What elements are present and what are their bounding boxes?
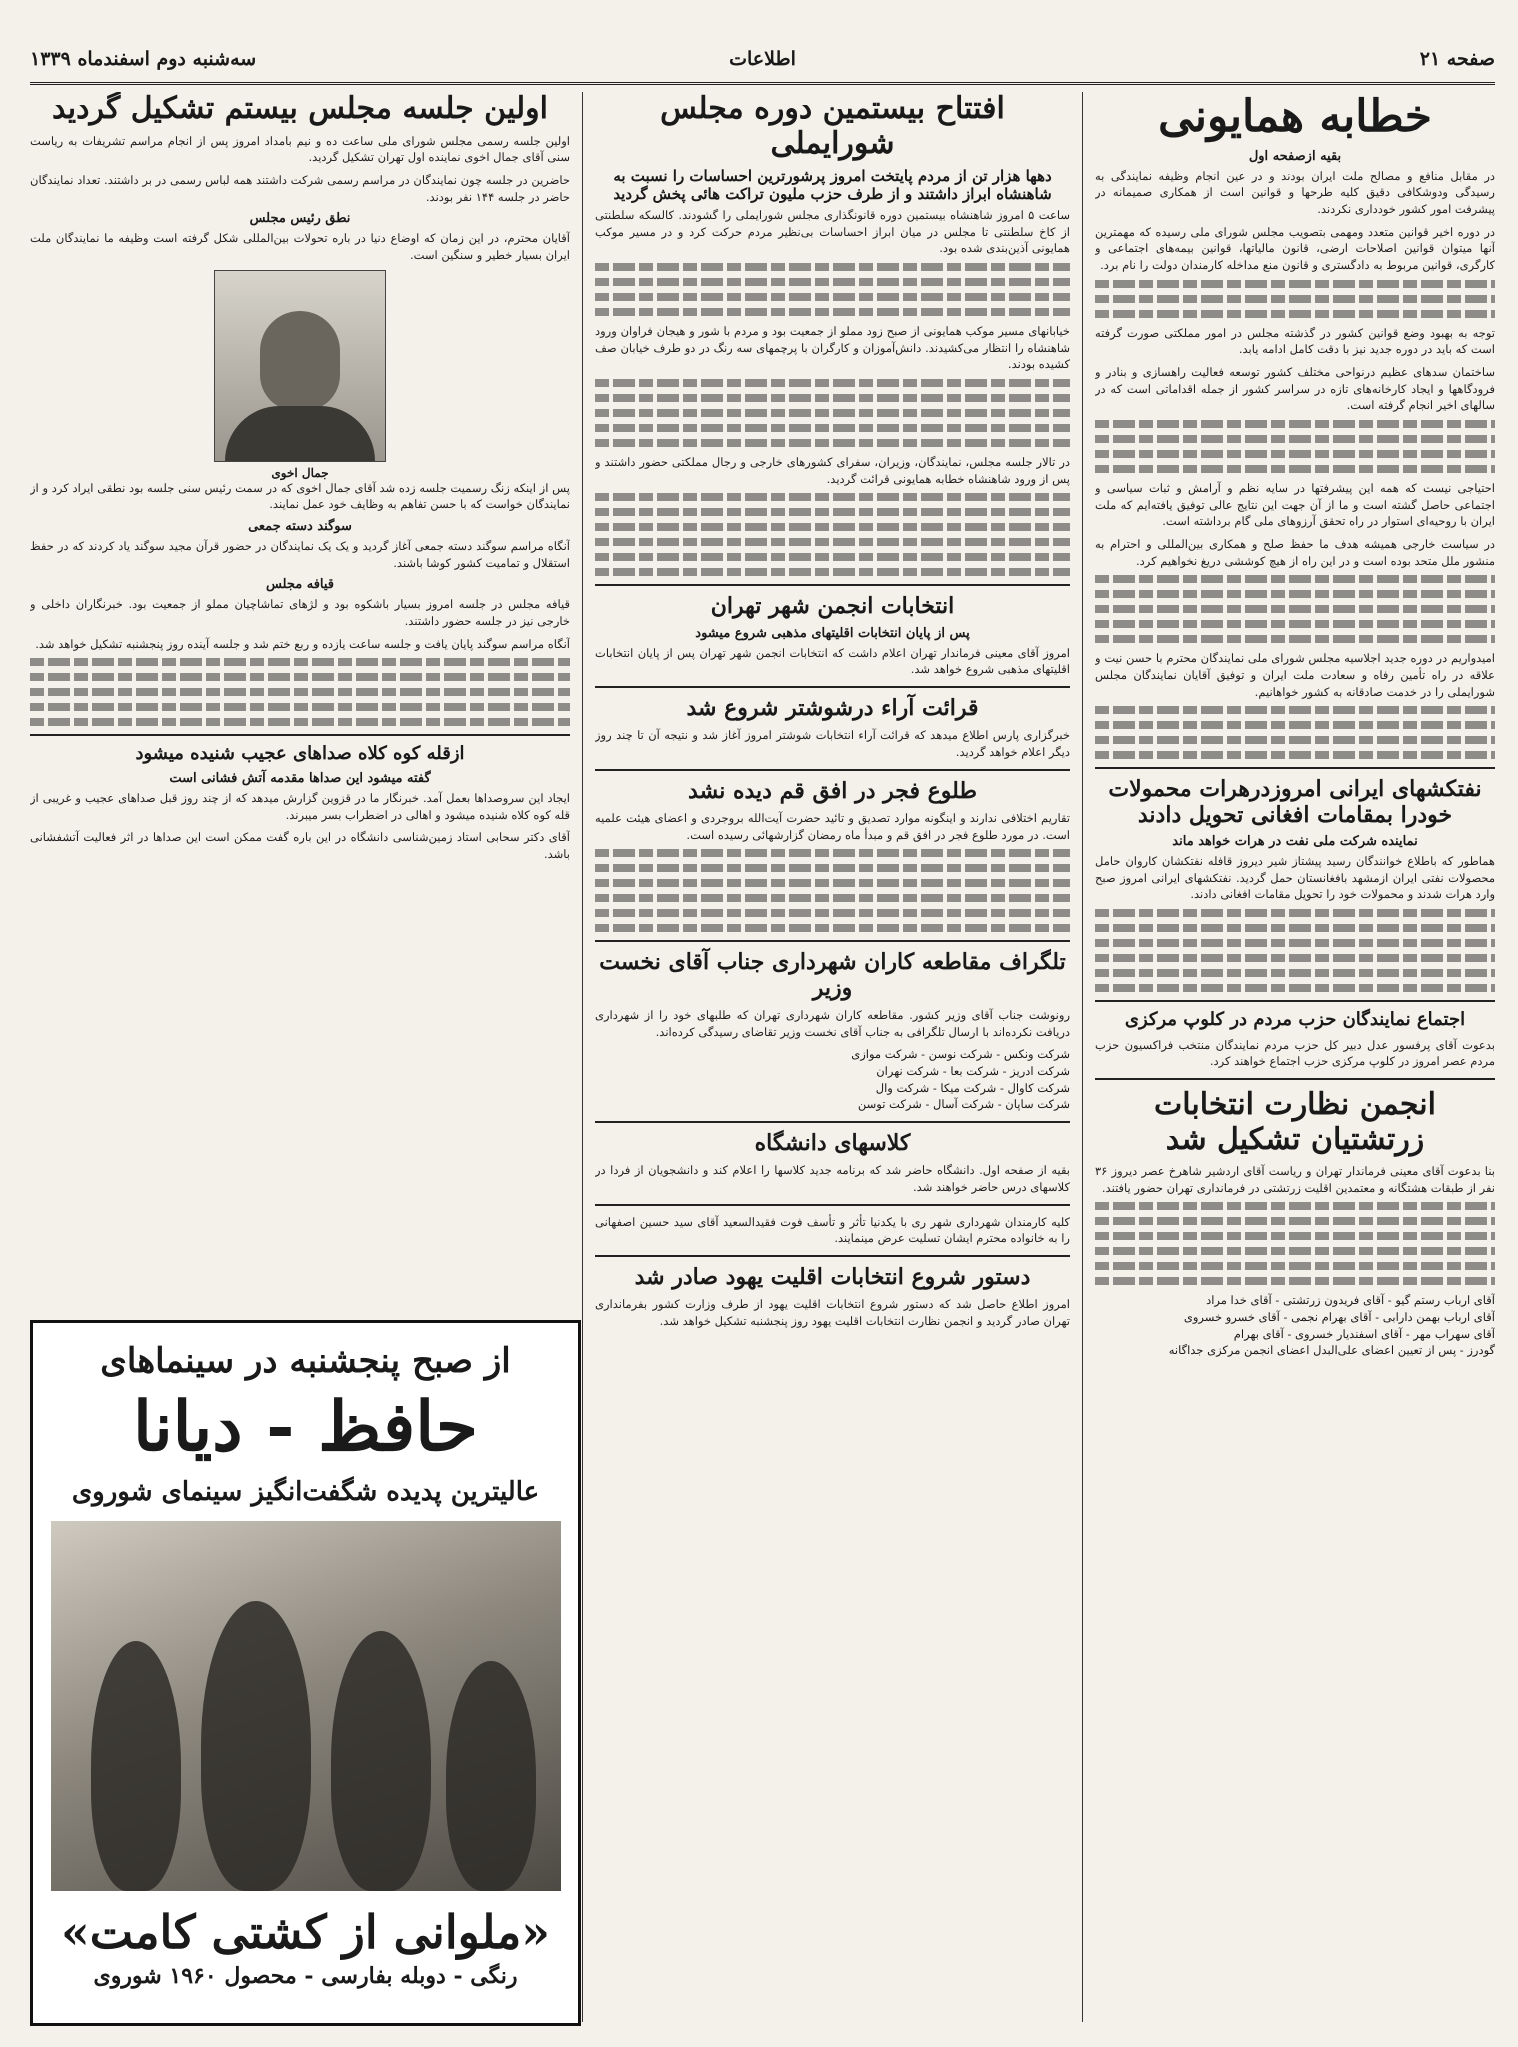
zoroastrian-members-list [1095,1292,1495,1359]
continued-note: بقیه ازصفحه اول [1248,148,1342,164]
text-lines [1095,706,1495,759]
royal-speech-para-6: در سیاست خارجی همیشه هدف ما حفظ صلح و همکاری بین‌المللی و احترام به منشور ملل متحد بوده است و در این راه از هیچ کوششی دریغ نخواهیم کرد. [1095,537,1495,568]
divider [595,940,1070,942]
divider [595,686,1070,688]
ad-cinema-names: حافظ - دیانا [133,1387,478,1467]
dawn-qom-title: طلوع فجر در افق قم دیده نشد [688,777,977,804]
figure-silhouette [201,1601,311,1891]
photo-caption: جمال اخوی [271,465,329,480]
oil-tankers-text: هماطور که باطلاع خوانندگان رسید پیشتاز شیر دیروز قافله نفتکشان کاروان حامل محصولات نفتی ایران ازمشهد بافغانستان حمل گردید. نفتکشهای ایرانی امروز صبح وارد هرات شدند و محمولات خود را تحویل مقامات افغانی دادند. [1095,853,1495,902]
list-item: شرکت ادریز - شرکت بعا - شرکت نهران [876,1063,1070,1078]
page-header [30,20,1495,85]
cinema-advertisement [30,1320,581,2026]
portrait-shoulders [225,406,375,461]
list-item: گودرز - پس از تعیین اعضای علی‌البدل اعضای انجمن مرکزی جداگانه [1168,1343,1495,1358]
ad-footer: رنگی - دوبله بفارسی - محصول ۱۹۶۰ شوروی [93,1963,518,1989]
text-lines [1095,280,1495,318]
condolence-text: کلیه کارمندان شهرداری شهر ری با یکدنیا تأثر و تأسف فوت فقیدالسعید آقای سید حسین اصفهانی را به خانواده محترم ایشان تسلیت عرض مینمایند. [595,1214,1070,1246]
text-lines [1095,575,1495,643]
divider [1095,1000,1495,1002]
parliament-opening-para-2: خیابانهای مسیر موکب همایونی از صبح زود مملو از جمعیت بود و مردم با شور و هیجان فراوان ورود شاهنشاه را انتظار می‌کشیدند. دانش‌آموزان و کارگران با پرچمهای سه رنگ در دو طرف خیابان صف کشیده بودند. [595,324,1070,372]
mountain-noise-text-2: آقای دکتر سحابی استاد زمین‌شناسی دانشگاه در این باره گفت ممکن است این صداها در اثر فعالیت آتشفشانی باشد. [30,830,570,861]
list-item: آقای سهراب مهر - آقای اسفندیار خسروی - آقای بهرام [1233,1326,1495,1341]
text-lines [30,658,570,726]
royal-speech-para-4: ساختمان سدهای عظیم درنواحی مختلف کشور توسعه فعالیت راهسازی و بنادر و فرودگاهها و ایجاد کارخانه‌های تازه در سراسر کشور از جمله اقداماتی است که در سالهای اخیر انجام گرفته است. [1095,364,1495,413]
zoroastrian-council-title: انجمن نظارت انتخابات زرتشتیان تشکیل شد [1154,1087,1436,1157]
portrait-face [260,311,340,411]
first-session-para-4: پس از اینکه زنگ رسمیت جلسه زده شد آقای جمال اخوی که در سمت رئیس سنی جلسه بود نطقی ایراد کرد و از نمایندگان خواست که با حسن تفاهم به وظایف خود عمل نمایند. [30,480,570,512]
royal-speech-title: خطابه همایونی [1158,92,1432,142]
city-council-subtitle: پس از پایان انتخابات اقلیتهای مذهبی شروع میشود [695,625,970,641]
list-item: آقای ارباب رستم گیو - آقای فریدون زرتشتی - آقای خدا مراد [1206,1293,1495,1308]
text-lines [1095,420,1495,473]
issue-date: سه‌شنبه دوم اسفندماه ۱۳۳۹ [30,48,257,70]
speaker-speech-heading: نطق رئیس مجلس [249,211,351,227]
contractors-telegram-title: تلگراف مقاطعه کاران شهرداری جناب آقای نخست وزیر [599,949,1066,1001]
text-lines [595,263,1070,316]
divider [595,769,1070,771]
text-lines [1095,909,1495,992]
first-session-title: اولین جلسه مجلس بیستم تشکیل گردید [52,92,548,126]
ad-film-title: «ملوانی از کشتی کامت» [61,1905,550,1959]
oil-tankers-title: نفتکشهای ایرانی امروزدرهرات محمولات خودرا بمقامات افغانی تحویل دادند [1108,776,1482,828]
film-still-image [51,1521,561,1891]
portrait-photo [214,270,386,462]
oath-heading: سوگند دسته جمعی [248,518,352,534]
divider [595,584,1070,586]
figure-silhouette [91,1641,181,1891]
city-council-text: امروز آقای معینی فرماندار تهران اعلام داشت که انتخابات انجمن شهر تهران پس از پایان انتخابات اقلیتهای مذهبی شروع خواهد شد. [595,645,1070,677]
shushtar-votes-text: خبرگزاری پارس اطلاع میدهد که قرائت آراء انتخابات شوشتر امروز آغاز شد و نتیجه آن تا چند روز دیگر اعلام خواهد گردید. [595,728,1070,759]
university-classes-text: بقیه از صفحه اول. دانشگاه حاضر شد که برنامه جدید کلاسها را اعلام کند و دانشجویان از فردا در کلاسهای درس حاضر خواهند شد. [595,1163,1070,1194]
city-council-title: انتخابات انجمن شهر تهران [710,593,955,620]
university-classes-title: کلاسهای دانشگاه [754,1129,911,1156]
royal-speech-para-7: امیدواریم در دوره جدید اجلاسیه مجلس شورای ملی نمایندگان محترم با حسن نیت و علاقه در راه تأمین رفاه و سعادت ملت ایران و توفیق آقایان نمایندگان مجلس شورایملی را در خدمت صادقانه به کشور خواهانیم. [1095,651,1495,699]
figure-silhouette [446,1661,536,1891]
jewish-election-text: امروز اطلاع حاصل شد که دستور شروع انتخابات اقلیت یهود از طرف وزارت کشور بفرمانداری تهران صادر گردید و انجمن نظارت انتخابات اقلیت یهود روز پنجشنبه تشکیل خواهد شد. [595,1297,1070,1328]
list-item: شرکت ونکس - شرکت نوسن - شرکت موازی [851,1047,1070,1062]
divider [595,1121,1070,1123]
royal-speech-para-5: احتیاجی نیست که همه این پیشرفتها در سایه نظم و آرامش و ثبات سیاسی و اجتماعی حاصل گشته است و ما از آن جهت این نتایج عالی توفیق یافته‌ایم که ملت ایران با روحیه‌ای استوار در راه تحقق آرزوهای ملی گام برداشته است. [1095,480,1495,529]
zoroastrian-council-text: بنا بدعوت آقای معینی فرماندار تهران و ریاست آقای اردشیر شاهرخ عصر دیروز ۳۶ نفر از طبقات هشتگانه و معتمدین اقلیت زرتشتی در فرمانداری تهران حضور یافتند. [1095,1164,1495,1195]
list-item: شرکت ساپان - شرکت آسال - شرکت توسن [857,1097,1070,1112]
parliament-opening-para-3: در تالار جلسه مجلس، نمایندگان، وزیران، سفرای کشورهای خارجی و رجال مملکتی حضور داشتند و پس از ورود شاهنشاه خطابه همایونی قرائت گردید. [595,455,1070,486]
royal-speech-para-2: در دوره اخیر قوانین متعدد ومهمی بتصویب مجلس شورای ملی رسیده که مهمترین آنها میتوان قوانین اصلاحات ارضی، قانون مالیاتها، قوانین بیمه‌های اجتماعی و کارگری، قوانین مربوط به دادگستری و قانون منع مداخله کارمندان دولت را نام برد. [1095,224,1495,272]
list-item: آقای ارباب بهمن دارابی - آقای بهرام نجمی - آقای خسرو خسروی [1183,1310,1495,1325]
mountain-noise-title: ازقله کوه کلاه صداهای عجیب شنیده میشود [135,743,465,765]
mardom-party-title: اجتماع نمایندگان حزب مردم در کلوپ مرکزی [1124,1008,1466,1030]
list-item: شرکت کاوال - شرکت میکا - شرکت وال [875,1080,1070,1095]
contractors-list [595,1046,1070,1113]
royal-speech-para-1: در مقابل منافع و مصالح ملت ایران بودند و در عین انجام وظیفه نمایندگی به رسیدگی ودوشکافی دقیق کلیه طرحها و قوانین است از همکاری صمیمانه در پیشرفت امور کشور خودداری نکردند. [1095,168,1495,216]
text-lines [595,493,1070,576]
divider [595,1255,1070,1257]
divider [30,734,570,736]
oil-tankers-subtitle: نماینده شرکت ملی نفت در هرات خواهد ماند [1172,833,1418,849]
left-column [30,92,570,1312]
column-rule [1082,92,1083,2022]
text-lines [1095,1202,1495,1285]
column-rule [582,92,583,2022]
first-session-para-7: آنگاه مراسم سوگند پایان یافت و جلسه ساعت یازده و ربع ختم شد و جلسه آینده روز پنجشنبه تشکیل خواهد شد. [35,636,570,651]
mardom-party-text: بدعوت آقای پرفسور عدل دبیر کل حزب مردم نمایندگان منتخب فراکسیون حزب مردم عصر امروز در کلوپ مرکزی حزب اجتماع خواهند کرد. [1095,1037,1495,1069]
newspaper-page [30,20,1495,2030]
parliament-opening-title: افتتاح بیستمین دوره مجلس شورایملی [660,92,1005,161]
divider [595,1204,1070,1206]
jewish-election-title: دستور شروع انتخابات اقلیت یهود صادر شد [634,1263,1031,1290]
figure-silhouette [331,1631,431,1891]
parliament-opening-para-1: ساعت ۵ امروز شاهنشاه بیستمین دوره قانونگذاری مجلس شورایملی را گشودند. کالسکه سلطنتی از کاخ سلطنتی تا مجلس در میان ابراز احساسات بی‌نظیر مردم حرکت کرد و در مسیر موکب همایونی آذین‌بندی شده بود. [595,208,1070,256]
dawn-qom-text: تقاریم اختلافی ندارند و اینگونه موارد تصدیق و تائید حضرت آیت‌الله بروجردی و اعضای هیئت علمیه است. در مورد طلوع فجر در افق قم و مبدأ ماه رمضان گزارشهائی رسیده است. [595,810,1070,842]
mountain-noise-subtitle: گفته میشود این صداها مقدمه آتش فشانی است [169,770,431,786]
first-session-para-1: اولین جلسه رسمی مجلس شورای ملی ساعت ده و نیم بامداد امروز پس از انجام مراسم تشریفات به ریاست سنی آقای جمال اخوی نماینده اول تهران تشکیل گردید. [30,133,570,165]
shushtar-votes-title: قرائت آراء درشوشتر شروع شد [686,695,979,722]
divider [1095,767,1495,769]
first-session-para-3: آقایان محترم، در این زمان که اوضاع دنیا در باره تحولات بین‌المللی شکل گرفته است وظیفه ما نمایندگان ملت ایران بسیار خطیر و سنگین است. [30,231,570,262]
ad-top-line: از صبح پنجشنبه در سینماهای [100,1341,511,1381]
newspaper-name: اطلاعات [729,48,796,70]
middle-column [595,92,1070,2022]
mountain-noise-text: ایجاد این سروصداها بعمل آمد. خبرنگار ما در قزوین گزارش میدهد که از چند روز قبل صداهای عجیب و غریبی از قله کوه کلاه شنیده میشود و اهالی در اضطراب بسر میبرند. [30,790,570,822]
first-session-para-2: حاضرین در جلسه چون نمایندگان در مراسم رسمی شرکت داشتند همه لباس رسمی در بر داشتند. تعداد نمایندگان حاضر در جلسه ۱۴۴ نفر بودند. [30,172,570,204]
session-appearance-heading: قیافه مجلس [265,577,335,593]
page-number: صفحه ۲۱ [1419,48,1495,70]
royal-speech-para-3: توجه به بهبود وضع قوانین کشور در گذشته مجلس در امور مملکتی صورت گرفته است که باید در دوره جدید نیز با دقت کامل ادامه یابد. [1095,325,1495,357]
parliament-opening-lead: دهها هزار تن از مردم پایتخت امروز پرشورترین احساسات را نسبت به شاهنشاه ابراز داشتند و از طرف حزب ملیون تراکت هائی پخش گردید [613,167,1052,203]
contractors-telegram-text: رونوشت جناب آقای وزیر کشور. مقاطعه کاران شهرداری تهران که طلبهای خود را از شهرداری دریافت نکرده‌اند با ارسال تلگرافی به جناب آقای نخست وزیر تقاضای رسیدگی کرده‌اند. [595,1007,1070,1039]
text-lines [595,379,1070,447]
divider [1095,1078,1495,1080]
text-lines [595,849,1070,932]
first-session-para-6: قیافه مجلس در جلسه امروز بسیار باشکوه بود و لژهای تماشاچیان مملو از جمعیت بود. خبرنگاران داخلی و خارجی نیز در جلسه حضور داشتند. [30,597,570,628]
ad-tagline: عالیترین پدیده شگفت‌انگیز سینمای شوروی [71,1477,540,1507]
first-session-para-5: آنگاه مراسم سوگند دسته جمعی آغاز گردید و یک یک نمایندگان در حضور قرآن مجید سوگند یاد کردند که در حفظ استقلال و تمامیت کشور کوشا باشند. [30,538,570,570]
right-column [1095,92,1495,2022]
